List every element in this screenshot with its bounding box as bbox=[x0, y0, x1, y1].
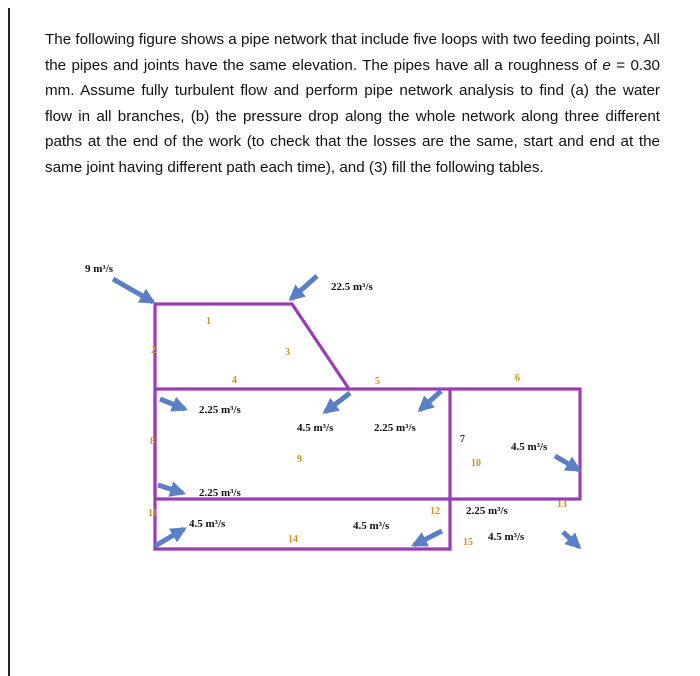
flow-label-bottom-mid: 4.5 m³/s bbox=[353, 520, 390, 532]
flow-label-left-low: 2.25 m³/s bbox=[199, 487, 241, 499]
pipe-number-1: 1 bbox=[206, 316, 211, 327]
pipe-number-5: 5 bbox=[375, 376, 380, 387]
pipe-number-7: 7 bbox=[460, 434, 465, 445]
arrow-inlet-top bbox=[291, 276, 317, 299]
pipe-number-14: 14 bbox=[288, 534, 298, 545]
pipe-number-2: 2 bbox=[151, 345, 156, 356]
arrow-left-low bbox=[158, 485, 183, 493]
arrow-bottom-left bbox=[155, 529, 184, 546]
pipe-number-11: 11 bbox=[148, 508, 158, 519]
arrow-right-low bbox=[563, 532, 579, 547]
arrow-right-mid bbox=[555, 456, 579, 470]
arrow-center-b bbox=[420, 391, 441, 410]
arrows-group bbox=[113, 276, 579, 547]
problem-text-a: The following figure shows a pipe network that include five loops with two feeding points, All the pipes and joints have the same elevation. The pipes have all a roughness of bbox=[45, 31, 660, 74]
flow-label-left-mid: 2.25 m³/s bbox=[199, 404, 241, 416]
flow-label-inlet-left: 9 m³/s bbox=[85, 263, 114, 275]
flow-label-inlet-top: 22.5 m³/s bbox=[331, 281, 373, 293]
arrow-inlet-left bbox=[113, 279, 153, 302]
pipe-number-13: 13 bbox=[557, 499, 567, 510]
pipe-number-15: 15 bbox=[463, 537, 473, 548]
flow-label-bottom-left: 4.5 m³/s bbox=[189, 518, 226, 530]
flow-label-center-b: 2.25 m³/s bbox=[374, 422, 416, 434]
pipe-number-10: 10 bbox=[471, 458, 481, 469]
flow-label-right-mid: 4.5 m³/s bbox=[511, 441, 548, 453]
problem-text-b: = 0.30 mm. Assume fully turbulent flow and perform pipe network analysis to find (a) the water flow in all branches, (b) the pressure drop along the whole network along three different paths at the end of the work (to check that the losses are the same, start and end at the same joint having different path each time), and (3) fill the following tables. bbox=[45, 56, 661, 176]
pipe-number-8: 8 bbox=[150, 436, 155, 447]
roughness-symbol: e bbox=[602, 56, 611, 74]
pipe-number-3: 3 bbox=[285, 347, 290, 358]
pipe-number-4: 4 bbox=[232, 375, 237, 386]
flow-label-right-low-b: 4.5 m³/s bbox=[488, 531, 525, 543]
arrow-center-a bbox=[325, 393, 350, 412]
pipes-group bbox=[155, 304, 580, 549]
flow-label-center-a: 4.5 m³/s bbox=[297, 422, 334, 434]
pipe-number-9: 9 bbox=[297, 454, 302, 465]
arrow-bottom-mid bbox=[414, 531, 442, 545]
arrow-left-mid bbox=[160, 399, 185, 409]
pipe-number-6: 6 bbox=[515, 373, 520, 384]
flow-label-right-low-a: 2.25 m³/s bbox=[466, 505, 508, 517]
pipe-number-12: 12 bbox=[430, 506, 440, 517]
